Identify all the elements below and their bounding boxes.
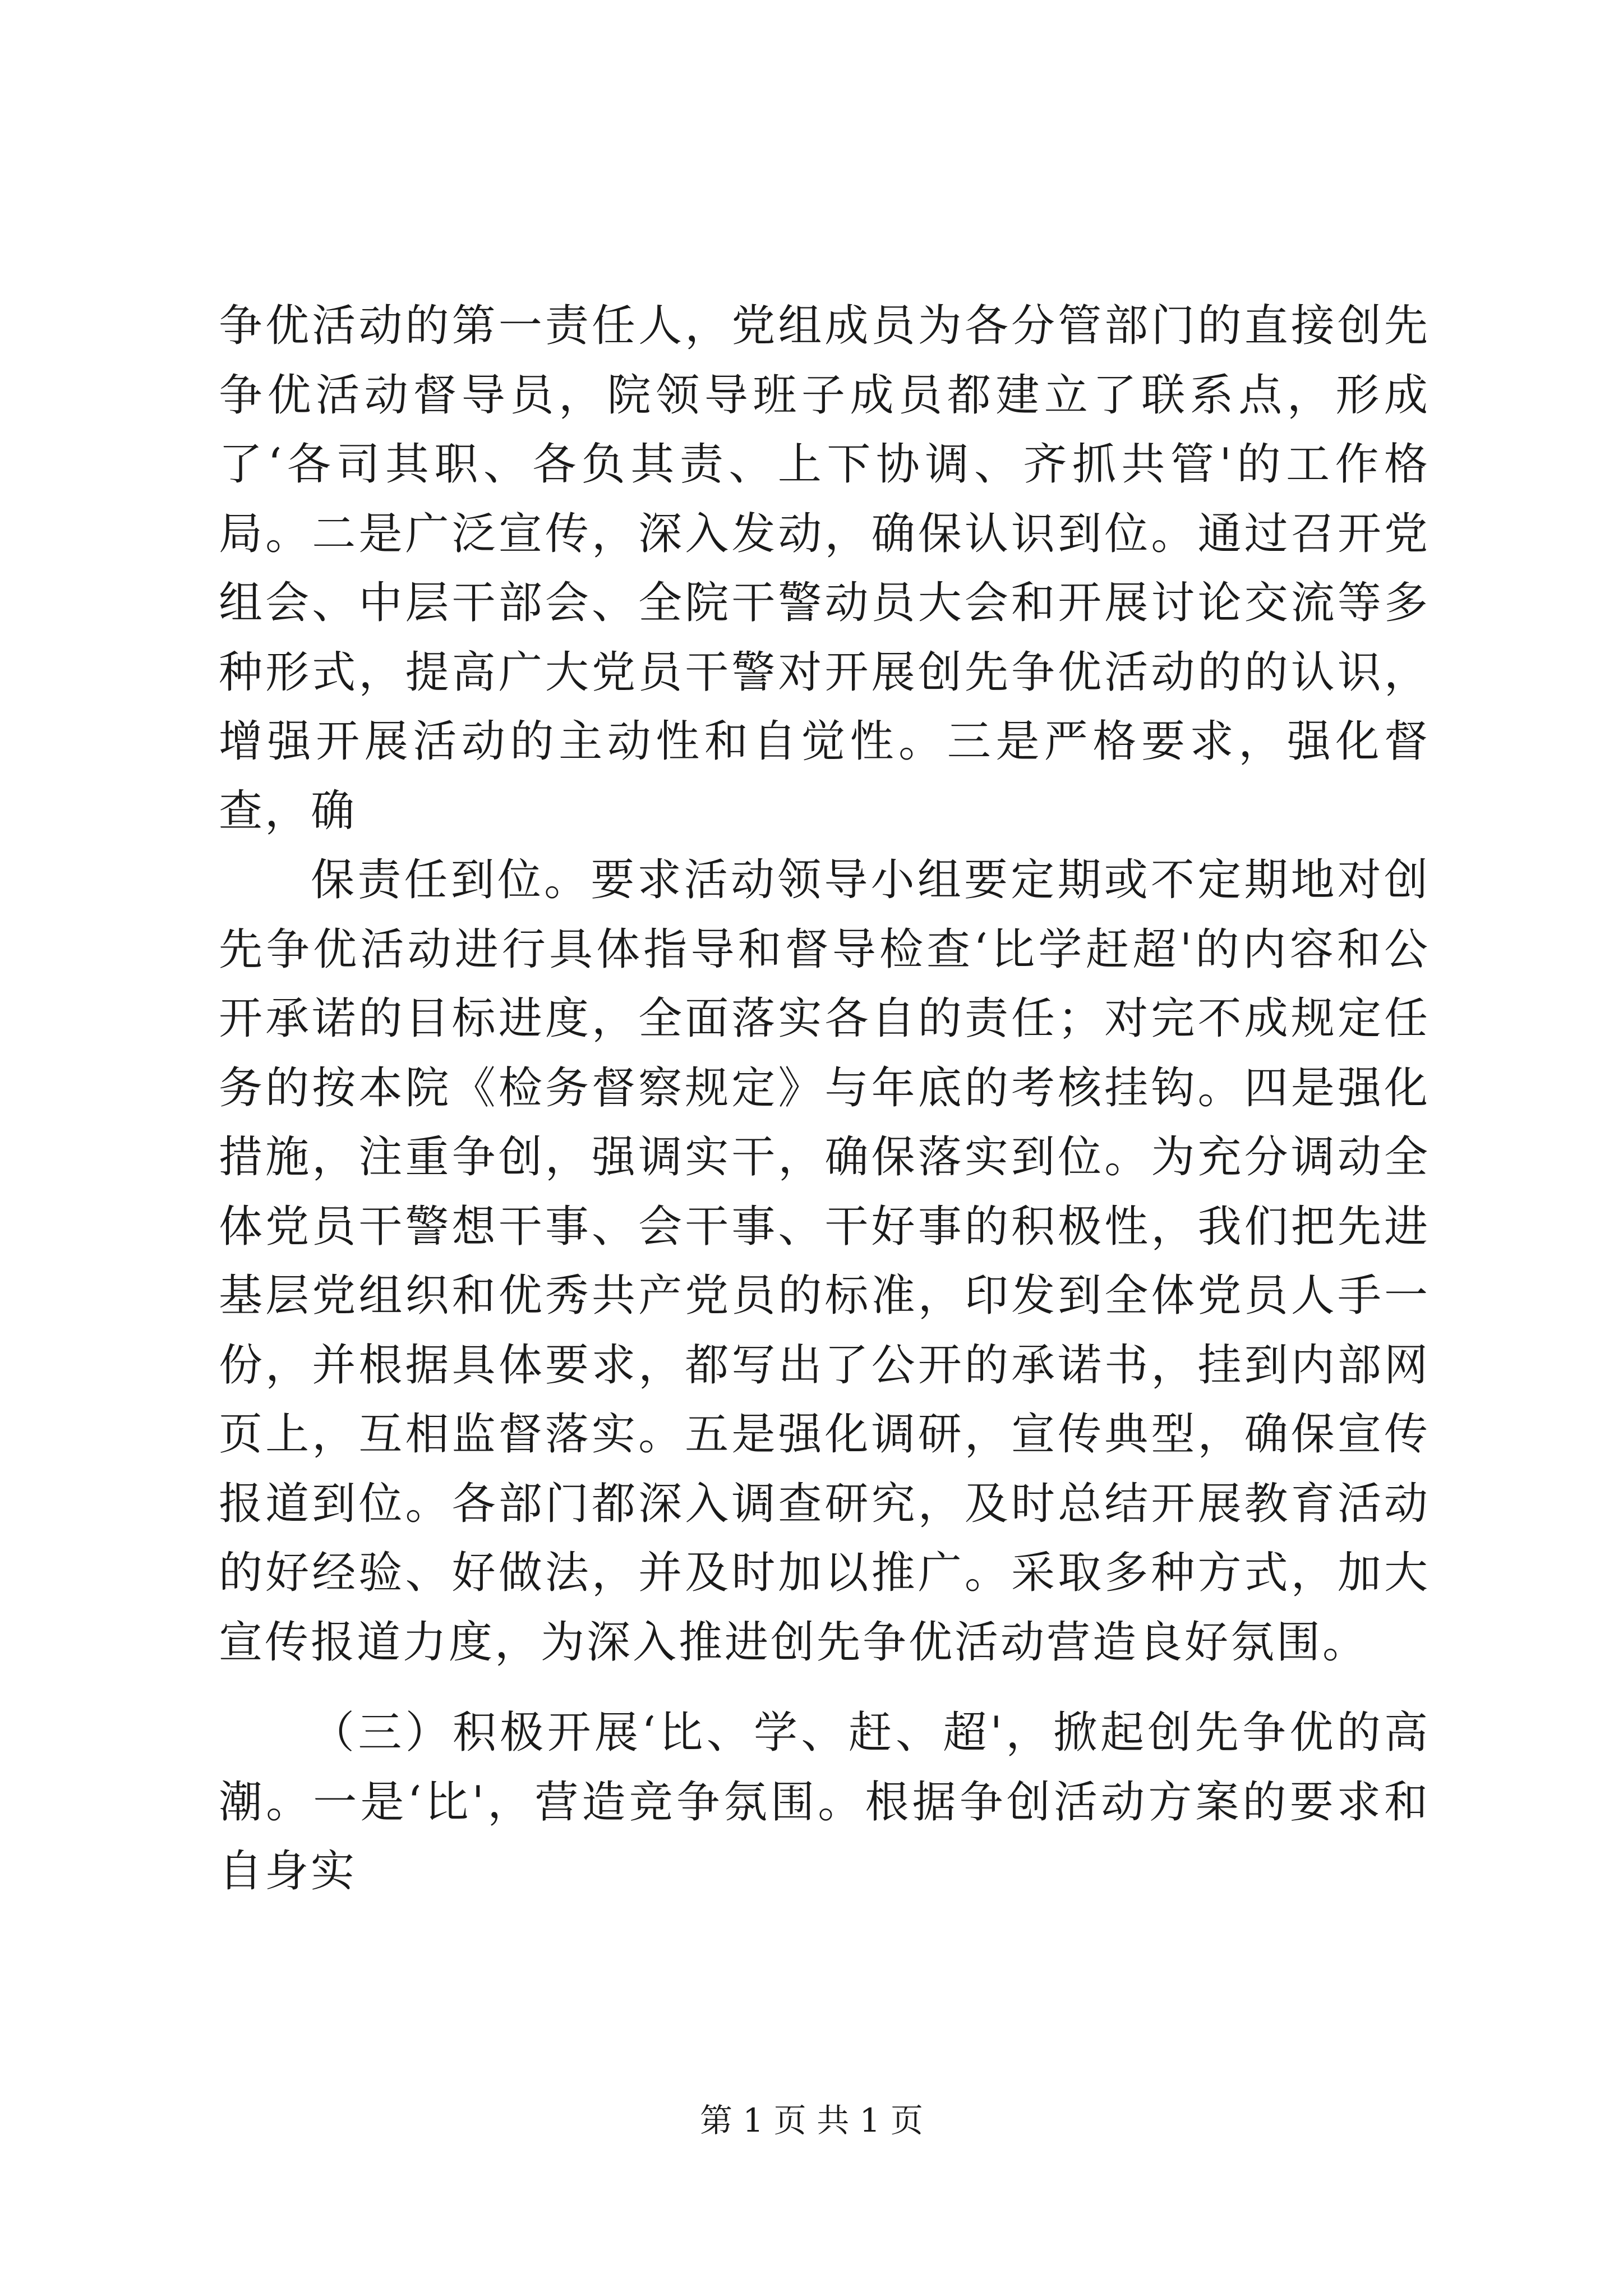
paragraph-3: （三）积极开展‘比、学、赶、超'，掀起创先争优的高潮。一是‘比'，营造竞争氛围。根据争创活动方案的要求和自身实: [219, 1708, 1430, 1897]
paragraph-1: 争优活动的第一责任人，党组成员为各分管部门的直接创先争优活动督导员，院领导班子成员都建立了联系点，形成了‘各司其职、各负其责、上下协调、齐抓共管'的工作格局。二是广泛宣传，深入发动，确保认识到位。通过召开党组会、中层干部会、全院干警动员大会和开展讨论交流等多种形式，提高广大党员干警对开展创先争优活动的的认识，增强开展活动的主动性和自觉性。三是严格要求，强化督查，确: [219, 301, 1430, 836]
paragraph-2: 保责任到位。要求活动领导小组要定期或不定期地对创先争优活动进行具体指导和督导检查‘比学赶超'的内容和公开承诺的目标进度，全面落实各自的责任；对完不成规定任务的按本院《检务督察规定》与年底的考核挂钩。四是强化措施，注重争创，强调实干，确保落实到位。为充分调动全体党员干警想干事、会干事、干好事的积极性，我们把先进基层党组织和优秀共产党员的标准，印发到全体党员人手一份，并根据具体要求，都写出了公开的承诺书，挂到内部网页上，互相监督落实。五是强化调研，宣传典型，确保宣传报道到位。各部门都深入调查研究，及时总结开展教育活动的好经验、好做法，并及时加以推广。采取多种方式，加大宣传报道力度，为深入推进创先争优活动营造良好氛围。: [219, 855, 1430, 1668]
page-number-footer: 第 1 页 共 1 页: [700, 2101, 923, 2139]
document-body: [219, 292, 1430, 1907]
